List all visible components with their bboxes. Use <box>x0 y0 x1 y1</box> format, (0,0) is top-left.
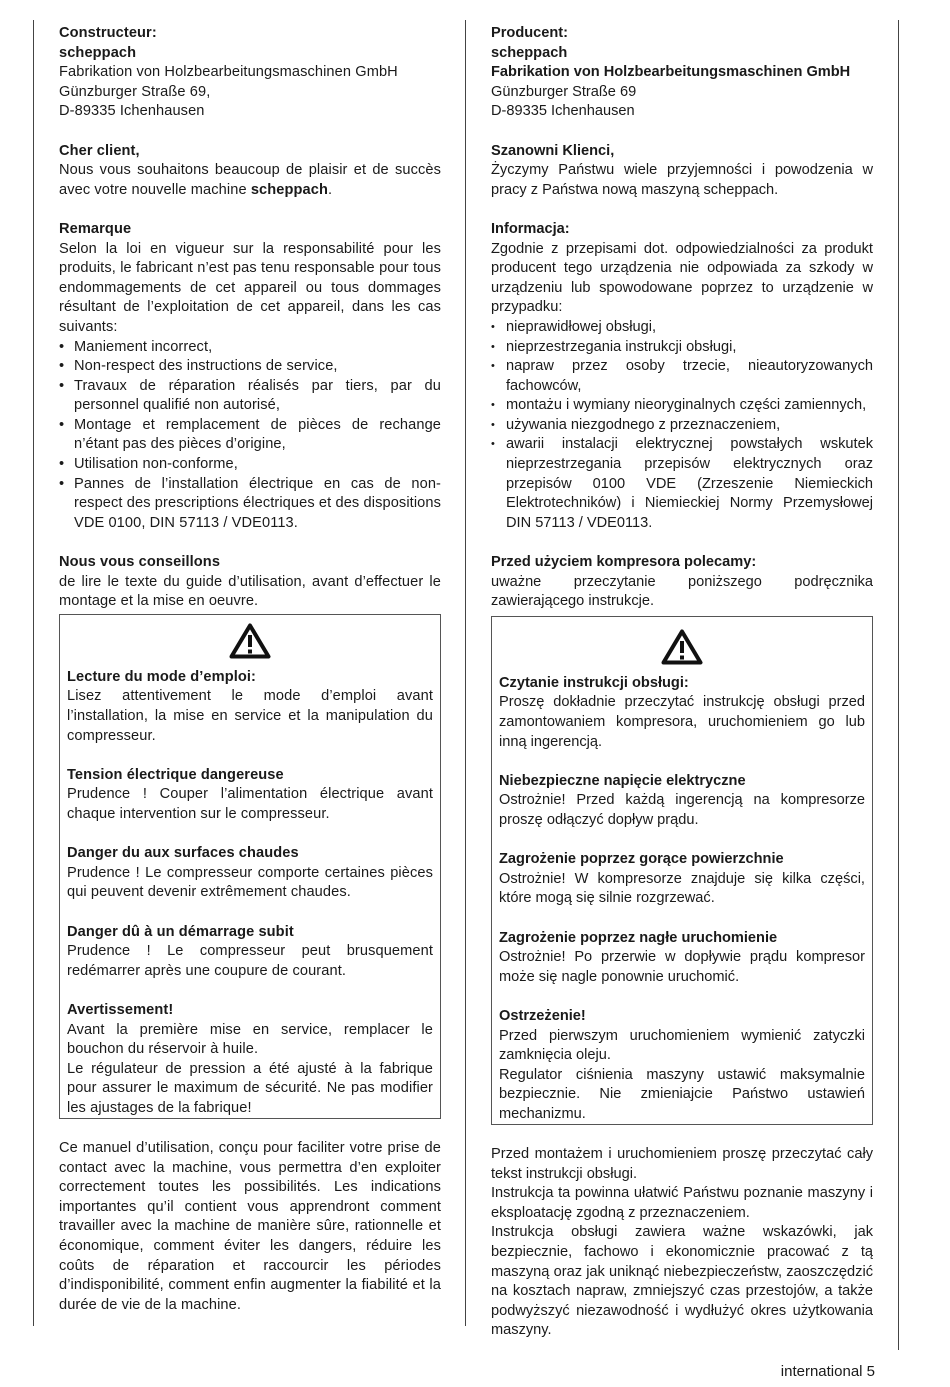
warning-triangle-icon <box>661 629 703 665</box>
pl-reading-heading: Czytanie instrukcji obsługi: <box>499 674 689 691</box>
pl-start-heading: Zagrożenie poprzez nagłe uruchomienie <box>499 929 778 946</box>
fr-advice-text: de lire le texte du guide d’utilisation, avant d’effectuer le montage et la mise en oeuvre. <box>59 573 441 610</box>
fr-start-heading: Danger dû à un démarrage subit <box>67 923 294 940</box>
warning-triangle-icon <box>229 623 271 659</box>
pl-hot-text: Ostrożnie! W kompresorze znajduje się kilka części, które mogą się silnie rozgrzewać. <box>499 870 865 907</box>
pl-closing-text-1: Przed montażem i uruchomieniem proszę przeczytać cały tekst instrukcji obsługi. <box>491 1146 873 1182</box>
pl-voltage-heading: Niebezpieczne napięcie elektryczne <box>499 772 746 789</box>
fr-hot-text: Prudence ! Le compresseur comporte certaines pièces qui peuvent devenir extrêmement chaudes. <box>67 864 433 901</box>
list-item: • Non-respect des instructions de service, <box>59 357 441 377</box>
fr-voltage-heading: Tension électrique dangereuse <box>67 766 284 783</box>
pl-voltage-text: Ostrożnie! Przed każdą ingerencją na kompresorze proszę odłączyć dopływ prądu. <box>499 792 865 828</box>
pl-manufacturer-heading: Producent: <box>491 25 569 41</box>
list-item: • Maniement incorrect, <box>59 338 441 358</box>
pl-brand: scheppach <box>491 44 568 61</box>
list-item: • napraw przez osoby trzecie, nieautoryzowanych fachowców, <box>491 357 873 396</box>
fr-remark-list <box>59 338 441 534</box>
polish-column <box>491 24 873 1341</box>
fr-voltage-text: Prudence ! Couper l’alimentation électrique avant chaque intervention sur le compresseur. <box>67 786 433 822</box>
pl-advice-text: uważne przeczytanie poniższego podręcznika zawierającego instrukcje. <box>491 573 873 610</box>
pl-city: D-89335 Ichenhausen <box>491 103 635 120</box>
fr-closing-text: Ce manuel d’utilisation, conçu pour faciliter votre prise de contact avec la machine, vous permettra d’en exploiter correctement toutes les possibilités. Les indications importantes qu’il contient vous apprendront comment travailler avec la machine de manière sûre, rationnelle et économique, comment éviter les dangers, réduire les coûts de réparation et raccourcir les périodes d’indisponibilité, comment enfin augmenter la fiabilité et la durée de vie de la machine. <box>59 1140 441 1313</box>
fr-caution-heading: Avertissement! <box>67 1001 174 1018</box>
page-footer: international 5 <box>780 1363 875 1380</box>
pl-caution-heading: Ostrzeżenie! <box>499 1007 586 1024</box>
pl-street: Günzburger Straße 69 <box>491 83 637 100</box>
fr-greeting-text-before: Nous vous souhaitons beaucoup de plaisir et de succès avec votre nouvelle machine <box>59 162 441 198</box>
fr-greeting-brand: scheppach <box>250 181 328 198</box>
pl-closing-text-3: Instrukcja obsługi zawiera ważne wskazówki, jak bezpiecznie, fachowo i ekonomicznie pracować z tą maszyną oraz jak uniknąć niebezpieczeństw, zaoszczędzić na kosztach napraw, zmniejszyć czas przestojów, a także podwyższyć niezawodność i wydłużyć okres użytkowania maszyny. <box>491 1224 873 1339</box>
fr-company: Fabrikation von Holzbearbeitungsmaschinen GmbH <box>59 64 398 81</box>
fr-street: Günzburger Straße 69, <box>59 83 211 100</box>
fr-start-text: Prudence ! Le compresseur peut brusquement redémarrer après une coupure de courant. <box>67 943 433 979</box>
fr-manufacturer-heading: Constructeur: <box>59 25 157 41</box>
left-margin-line <box>33 20 34 1326</box>
list-item: • nieprawidłowej obsługi, <box>491 318 873 338</box>
center-divider-line <box>465 20 466 1326</box>
pl-info-list <box>491 318 873 534</box>
fr-city: D-89335 Ichenhausen <box>59 103 205 120</box>
fr-remark-heading: Remarque <box>59 220 132 237</box>
list-item: • Pannes de l’installation électrique en cas de non-respect des prescriptions électriques et des dispositions VDE 0100, DIN 57113 / VDE0113. <box>59 475 441 534</box>
pl-greeting-heading: Szanowni Klienci, <box>491 142 615 159</box>
fr-advice-heading: Nous vous conseillons <box>59 554 221 571</box>
fr-reading-text: Lisez attentivement le mode d’emploi avant l’installation, la mise en service et la manipulation du compresseur. <box>67 688 433 744</box>
fr-caution-text-2: Le régulateur de pression a été ajusté à la fabrique pour assurer le maximum de sécurité. Ne pas modifier les ajustages de la fabrique! <box>67 1060 433 1116</box>
list-item: • montażu i wymiany nieoryginalnych części zamiennych, <box>491 396 873 416</box>
fr-warning-box <box>59 614 441 1120</box>
fr-remark-text: Selon la loi en vigueur sur la responsabilité pour les produits, le fabricant n’est pas tenu responsable pour tous endommagements de cet appareil ou tous dommages résultant de l’exploitation de cet appareil, dans les cas suivants: <box>59 240 441 335</box>
fr-hot-heading: Danger du aux surfaces chaudes <box>67 845 299 862</box>
list-item: • nieprzestrzegania instrukcji obsługi, <box>491 338 873 358</box>
fr-reading-heading: Lecture du mode d’emploi: <box>67 668 256 685</box>
pl-caution-text-2: Regulator ciśnienia maszyny ustawić maksymalnie bezpiecznie. Nie zmieniajcie Państwo ustawień mechanizmu. <box>499 1066 865 1122</box>
pl-caution-text-1: Przed pierwszym uruchomieniem wymienić zatyczki zamknięcia oleju. <box>499 1027 865 1064</box>
fr-brand: scheppach <box>59 44 137 61</box>
pl-warning-box <box>491 616 873 1126</box>
list-item: • awarii instalacji elektrycznej powstałych wskutek nieprzestrzegania przepisów elektrycznych oraz przepisów 0100 VDE (Zrzeszenie Niemieckich Elektrotechników) i Niemieckiej Normy Przemysłowej DIN 57113 / VDE0113. <box>491 435 873 533</box>
pl-reading-text: Proszę dokładnie przeczytać instrukcję obsługi przed zamontowaniem kompresora, uruchomieniem go lub inną ingerencją. <box>499 694 865 750</box>
pl-info-heading: Informacja: <box>491 220 570 237</box>
french-column <box>59 24 441 1315</box>
list-item: • używania niezgodnego z przeznaczeniem, <box>491 416 873 436</box>
list-item: • Montage et remplacement de pièces de rechange n’étant pas des pièces d’origine, <box>59 416 441 455</box>
right-margin-line <box>898 20 899 1350</box>
fr-greeting-text <box>59 161 441 200</box>
fr-greeting-text-after: . <box>327 181 333 198</box>
pl-start-text: Ostrożnie! Po przerwie w dopływie prądu kompresor może się nagle ponownie uruchomić. <box>499 949 865 985</box>
list-item: • Utilisation non-conforme, <box>59 455 441 475</box>
fr-caution-text-1: Avant la première mise en service, remplacer le bouchon du réservoir à huile. <box>67 1021 433 1058</box>
list-item: • Travaux de réparation réalisés par tiers, par du personnel qualifié non autorisé, <box>59 377 441 416</box>
pl-advice-heading: Przed użyciem kompresora polecamy: <box>491 554 757 571</box>
pl-company: Fabrikation von Holzbearbeitungsmaschinen GmbH <box>491 64 851 81</box>
pl-hot-heading: Zagrożenie poprzez gorące powierzchnie <box>499 851 784 868</box>
pl-closing-text-2: Instrukcja ta powinna ułatwić Państwu poznanie maszyny i eksploatację zgodną z przeznaczeniem. <box>491 1185 873 1221</box>
pl-info-text: Zgodnie z przepisami dot. odpowiedzialności za produkt producent tego urządzenia nie odpowiada za szkody w urządzeniu lub spowodowane poprzez to urządzenie w przypadku: <box>491 240 873 316</box>
fr-greeting-heading: Cher client, <box>59 142 140 159</box>
pl-greeting-text: Życzymy Państwu wiele przyjemności i powodzenia w pracy z Państwa nową maszyną scheppach. <box>491 162 873 198</box>
